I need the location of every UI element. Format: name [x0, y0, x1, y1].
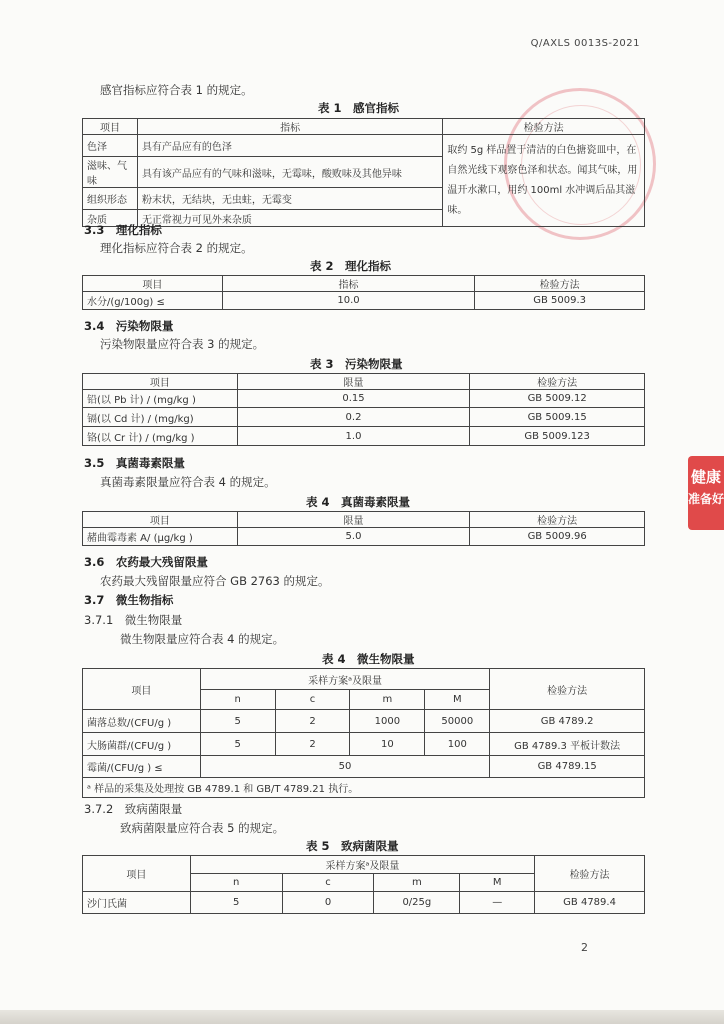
table-cell: 镉(以 Cd 计) / (mg/kg): [83, 408, 238, 427]
table-cell: 5: [190, 892, 282, 914]
table5-pathogen: [82, 855, 645, 914]
micro-subheader: m: [350, 690, 425, 710]
table-cell: 5: [200, 710, 275, 733]
table-cell: 0/25g: [374, 892, 460, 914]
table-cell: GB 4789.15: [490, 756, 645, 778]
table-cell: 沙门氏菌: [83, 892, 191, 914]
table-cell: 10.0: [222, 292, 474, 310]
table4-mycotoxins: [82, 511, 645, 546]
table-cell: 5.0: [237, 528, 470, 546]
table4-caption: 表 4 真菌毒素限量: [306, 495, 411, 509]
table1-header: 指标: [137, 119, 442, 135]
table5-caption: 表 5 致病菌限量: [306, 839, 399, 853]
pathogen-header-method: 检验方法: [535, 856, 645, 892]
page-number: 2: [581, 941, 588, 954]
table-cell: 具有产品应有的色泽: [137, 135, 442, 157]
table-cell: 1.0: [237, 427, 470, 446]
pathogen-subheader: m: [374, 874, 460, 892]
section-3-6-heading: 3.6 农药最大残留限量: [84, 555, 208, 569]
table-cell: 5: [200, 733, 275, 756]
table-cell: 大肠菌群/(CFU/g ): [83, 733, 201, 756]
table-cell: 霉菌/(CFU/g ) ≤: [83, 756, 201, 778]
table-cell: 10: [350, 733, 425, 756]
table-cell: 杂质: [83, 210, 138, 227]
table-cell: GB 5009.123: [470, 427, 645, 446]
table3-header: 限量: [237, 374, 470, 390]
table-cell: 1000: [350, 710, 425, 733]
pathogen-subheader: n: [190, 874, 282, 892]
table-cell: GB 4789.4: [535, 892, 645, 914]
table-cell: GB 5009.3: [475, 292, 645, 310]
section-3-5-heading: 3.5 真菌毒素限量: [84, 456, 185, 470]
micro-subheader: M: [425, 690, 490, 710]
pathogen-subheader: M: [460, 874, 535, 892]
sensory-intro: 感官指标应符合表 1 的规定。: [100, 83, 253, 97]
table3-caption: 表 3 污染物限量: [310, 357, 403, 371]
table-cell: 具有该产品应有的气味和滋味，无霉味，酸败味及其他异味: [137, 157, 442, 188]
micro-subheader: n: [200, 690, 275, 710]
side-tab-text: 健康: [690, 468, 721, 486]
physchem-intro: 理化指标应符合表 2 的规定。: [100, 241, 253, 255]
table-cell: 2: [275, 710, 350, 733]
table-cell: 50: [200, 756, 489, 778]
pathogen-intro: 致病菌限量应符合表 5 的规定。: [120, 821, 285, 835]
micro-header-plan: 采样方案ᵃ及限量: [200, 669, 489, 690]
table-cell: 无正常视力可见外来杂质: [137, 210, 442, 227]
table2-header: 项目: [83, 276, 223, 292]
table-cell: 粉末状，无结块，无虫蛀，无霉变: [137, 188, 442, 210]
section-3-7-heading: 3.7 微生物指标: [84, 593, 174, 607]
section-3-3-heading: 3.3 理化指标: [84, 223, 162, 237]
table-cell: 铅(以 Pb 计) / (mg/kg ): [83, 390, 238, 408]
table3-contaminants: [82, 373, 645, 446]
table-cell: 100: [425, 733, 490, 756]
table-cell: GB 4789.2: [490, 710, 645, 733]
table-cell: GB 5009.12: [470, 390, 645, 408]
table-cell: 色泽: [83, 135, 138, 157]
table-cell: 0: [282, 892, 374, 914]
sensory-method: 取约 5g 样品置于清洁的白色搪瓷皿中，在自然光线下观察色泽和状态。闻其气味，用温开水漱口，用约 100ml 水冲调后品其滋味。: [443, 135, 645, 227]
table-cell: 0.2: [237, 408, 470, 427]
pathogen-subheader: c: [282, 874, 374, 892]
table2-physchem: [82, 275, 645, 310]
table-cell: GB 5009.15: [470, 408, 645, 427]
side-tab-text: 准备好: [688, 492, 724, 506]
table2-header: 指标: [222, 276, 474, 292]
micro-header-item: 项目: [83, 669, 201, 710]
section-3-7-2-heading: 3.7.2 致病菌限量: [84, 802, 183, 816]
table-cell: 铬(以 Cr 计) / (mg/kg ): [83, 427, 238, 446]
table-cell: 0.15: [237, 390, 470, 408]
table-cell: —: [460, 892, 535, 914]
table-cell: GB 5009.96: [470, 528, 645, 546]
micro-intro: 微生物限量应符合表 4 的规定。: [120, 632, 285, 646]
micro-table-note: ᵃ 样品的采集及处理按 GB 4789.1 和 GB/T 4789.21 执行。: [83, 778, 645, 798]
table-cell: 组织形态: [83, 188, 138, 210]
table-cell: 2: [275, 733, 350, 756]
table4-header: 限量: [237, 512, 470, 528]
table-cell: 赭曲霉毒素 A/ (μg/kg ): [83, 528, 238, 546]
table4-header: 项目: [83, 512, 238, 528]
side-red-tab: [688, 456, 724, 530]
table3-header: 检验方法: [470, 374, 645, 390]
table-cell: 滋味、气味: [83, 157, 138, 188]
micro-subheader: c: [275, 690, 350, 710]
table1-caption: 表 1 感官指标: [318, 101, 400, 115]
table1-header: 检验方法: [443, 119, 645, 135]
section-3-7-1-heading: 3.7.1 微生物限量: [84, 613, 183, 627]
table4-microbial: [82, 668, 645, 798]
pathogen-header-item: 项目: [83, 856, 191, 892]
table3-header: 项目: [83, 374, 238, 390]
table4-header: 检验方法: [470, 512, 645, 528]
contaminants-intro: 污染物限量应符合表 3 的规定。: [100, 337, 265, 351]
mycotoxins-intro: 真菌毒素限量应符合表 4 的规定。: [100, 475, 276, 489]
table-cell: GB 4789.3 平板计数法: [490, 733, 645, 756]
table-cell: 水分/(g/100g) ≤: [83, 292, 223, 310]
pesticide-intro: 农药最大残留限量应符合 GB 2763 的规定。: [100, 574, 330, 588]
table-cell: 菌落总数/(CFU/g ): [83, 710, 201, 733]
micro-header-method: 检验方法: [490, 669, 645, 710]
section-3-4-heading: 3.4 污染物限量: [84, 319, 174, 333]
table1-header: 项目: [83, 119, 138, 135]
document-code: Q/AXLS 0013S-2021: [530, 38, 640, 49]
table4-micro-caption: 表 4 微生物限量: [322, 652, 415, 666]
table1-sensory: [82, 118, 645, 227]
table-cell: 50000: [425, 710, 490, 733]
table2-caption: 表 2 理化指标: [310, 259, 392, 273]
table2-header: 检验方法: [475, 276, 645, 292]
pathogen-header-plan: 采样方案ᵃ及限量: [190, 856, 534, 874]
scan-bottom-edge: [0, 1010, 724, 1024]
